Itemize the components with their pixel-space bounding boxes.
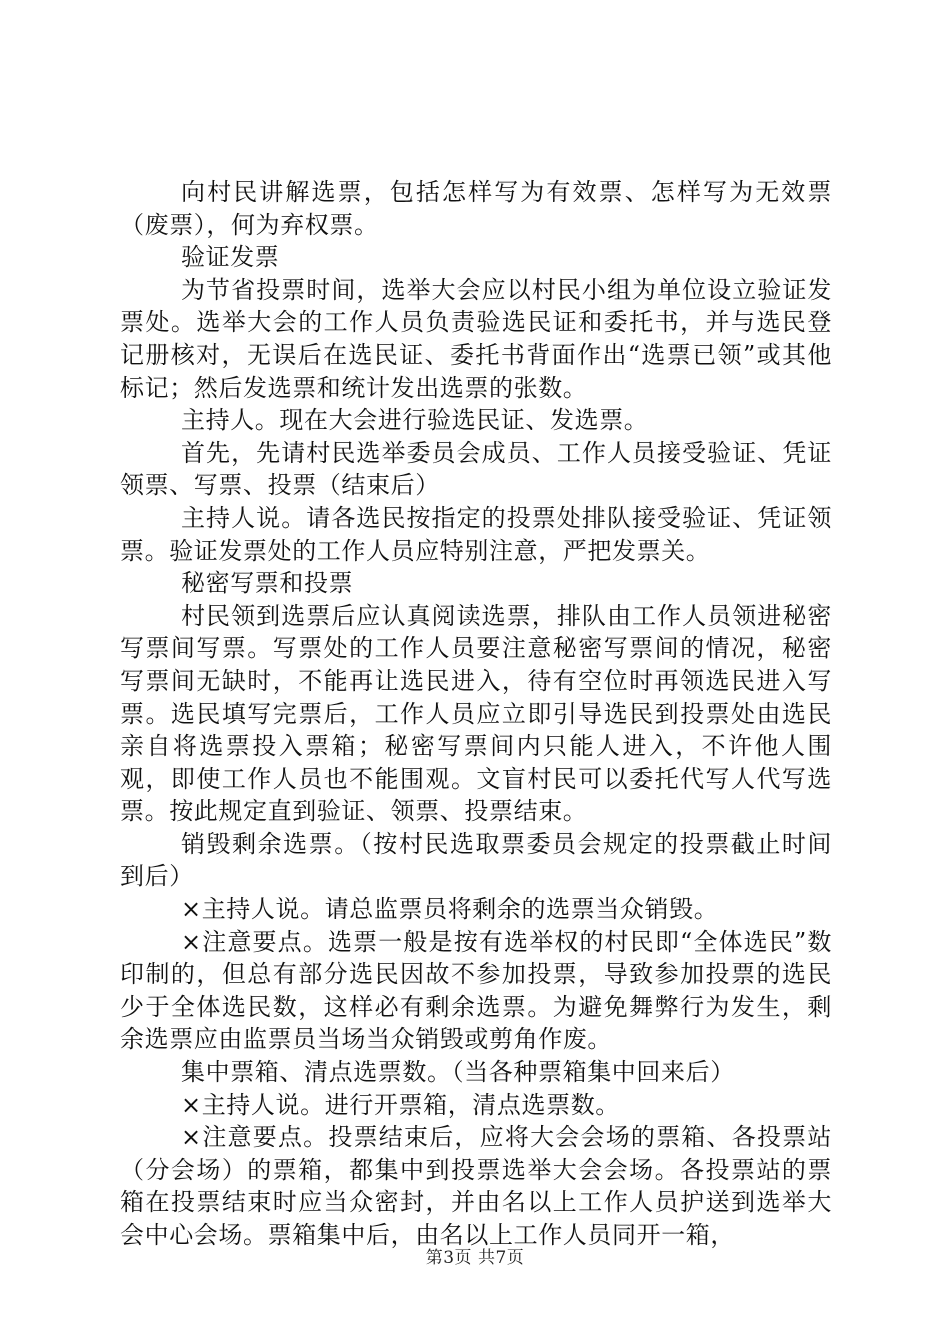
page-number-footer: 第3页 共7页 xyxy=(425,1248,525,1268)
paragraph-note-remaining: ×注意要点。选票一般是按有选举权的村民即“全体选民”数印制的，但总有部分选民因故不参加投票，导致参加投票的选民少于全体选民数，这样必有剩余选票。为避免舞弊行为发生，剩余选票应由监票员当场当众销毁或剪角作废。 xyxy=(120,927,832,1054)
paragraph-committee-first: 首先，先请村民选举委员会成员、工作人员接受验证、凭证领票、写票、投票（结束后） xyxy=(120,438,832,500)
document-body xyxy=(120,176,832,1252)
paragraph-host-queue: 主持人说。请各选民按指定的投票处排队接受验证、凭证领票。验证发票处的工作人员应特别注意，严把发票关。 xyxy=(120,503,832,565)
paragraph-destroy-remaining: 销毁剩余选票。（按村民选取票委员会规定的投票截止时间到后） xyxy=(120,829,832,891)
paragraph-note-collect: ×注意要点。投票结束后，应将大会会场的票箱、各投票站（分会场）的票箱，都集中到投票选举大会会场。各投票站的票箱在投票结束时应当众密封，并由名以上工作人员护送到选举大会中心会场。票箱集中后，由名以上工作人员同开一箱， xyxy=(120,1123,832,1249)
paragraph-secret-booth: 村民领到选票后应认真阅读选票，排队由工作人员领进秘密写票间写票。写票处的工作人员要注意秘密写票间的情况，秘密写票间无缺时，不能再让选民进入，待有空位时再领选民进入写票。选民填写完票后，工作人员应立即引导选民到投票处由选民亲自将选票投入票箱；秘密写票间内只能人进入，不许他人围观，即使工作人员也不能围观。文盲村民可以委托代写人代写选票。按此规定直到验证、领票、投票结束。 xyxy=(120,601,832,826)
heading-verify-issue-ballots: 验证发票 xyxy=(181,243,280,272)
heading-secret-voting: 秘密写票和投票 xyxy=(181,569,354,598)
paragraph-host-destroy: ×主持人说。请总监票员将剩余的选票当众销毁。 xyxy=(181,895,719,924)
paragraph-host-announcement: 主持人。现在大会进行验选民证、发选票。 xyxy=(181,406,649,435)
paragraph-verification-desk: 为节省投票时间，选举大会应以村民小组为单位设立验证发票处。选举大会的工作人员负责验选民证和委托书，并与选民登记册核对，无误后在选民证、委托书背面作出“选票已领”或其他标记；然后发选票和统计发出选票的张数。 xyxy=(120,275,832,402)
paragraph-collect-boxes: 集中票箱、清点选票数。（当各种票箱集中回来后） xyxy=(181,1058,735,1087)
paragraph-ballot-explanation: 向村民讲解选票，包括怎样写为有效票、怎样写为无效票（废票），何为弃权票。 xyxy=(120,178,832,239)
paragraph-host-open-boxes: ×主持人说。进行开票箱，清点选票数。 xyxy=(181,1090,620,1119)
